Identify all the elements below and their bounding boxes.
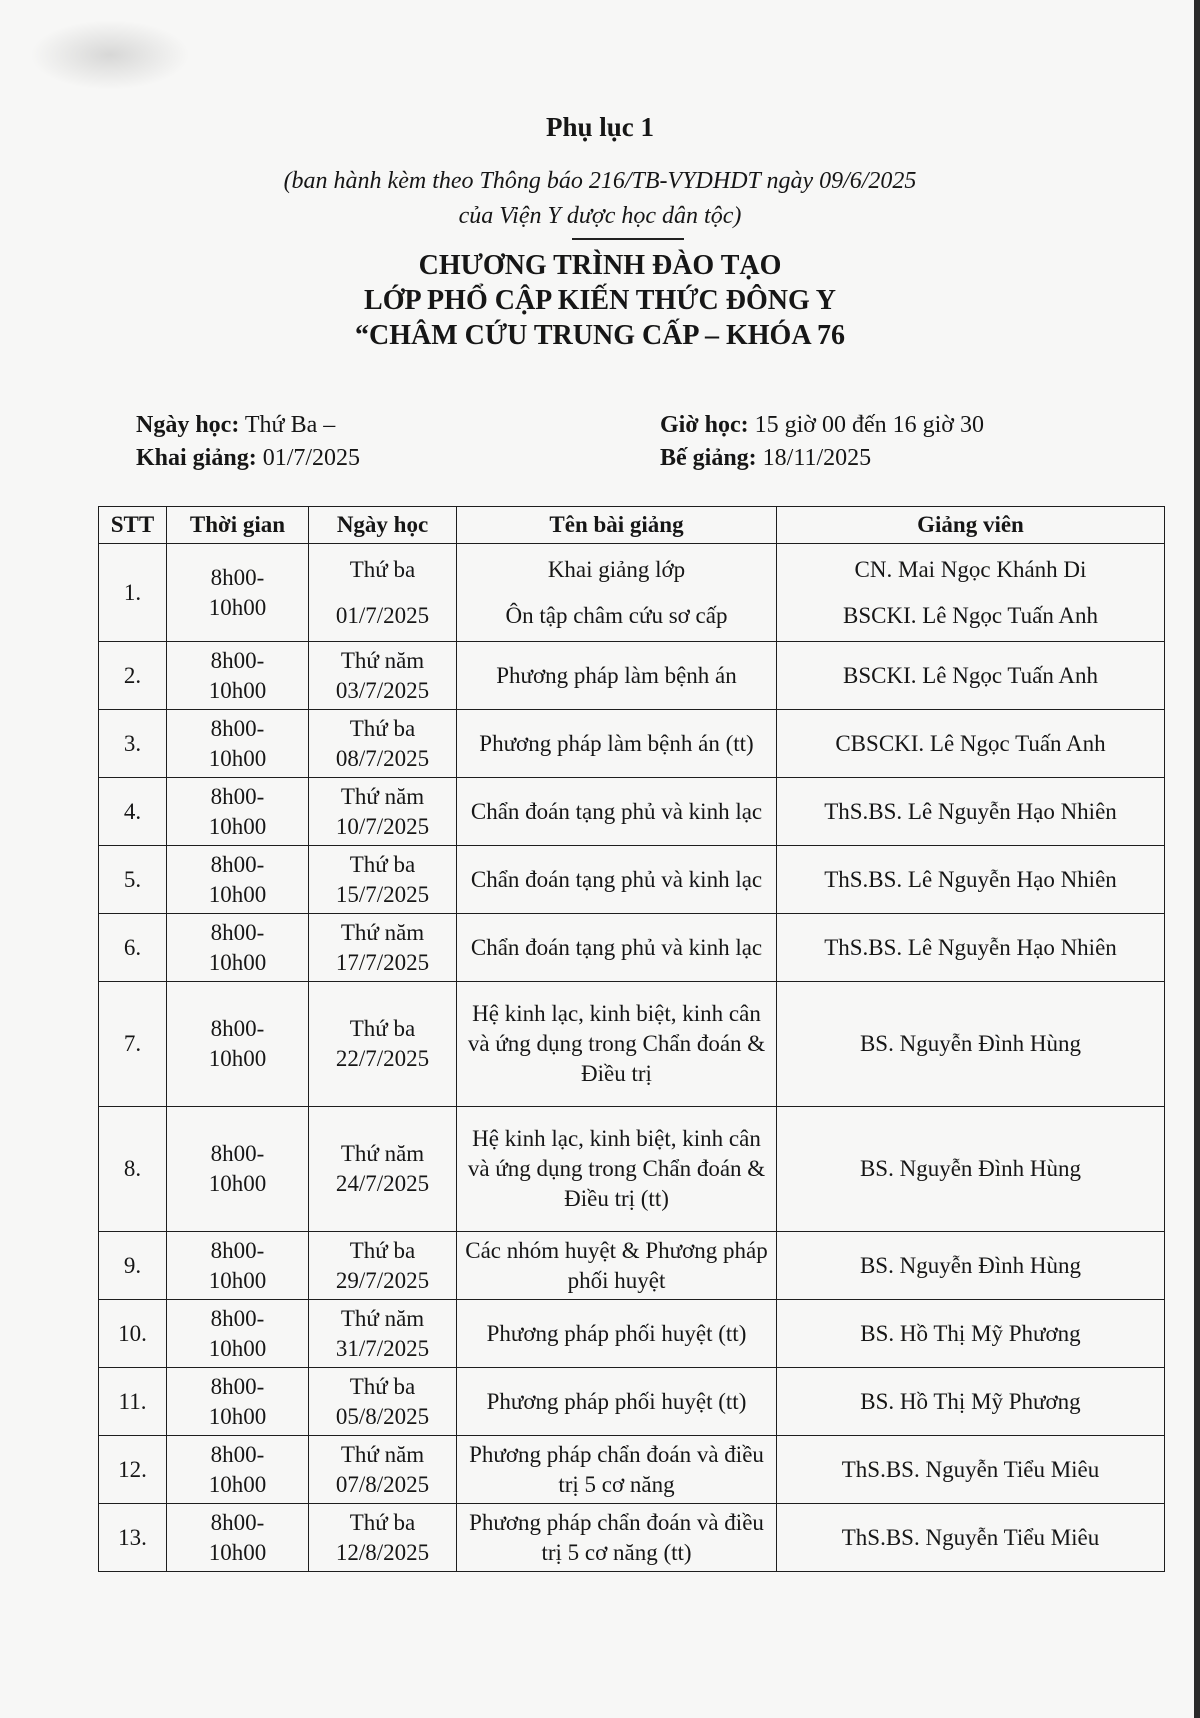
appendix-subtitle-line2: của Viện Y dược học dân tộc) — [458, 203, 742, 229]
day-date: 10/7/2025 — [335, 813, 430, 839]
table-row — [99, 1107, 1165, 1232]
day-date: 24/7/2025 — [335, 1171, 430, 1196]
cell-stt: 4. — [99, 778, 167, 846]
cell-stt: 13. — [99, 1504, 167, 1572]
title-divider — [572, 238, 684, 240]
day-name: Thứ ba — [349, 1237, 416, 1263]
day-name: Thứ năm — [340, 1305, 425, 1331]
cell-lecture: Hệ kinh lạc, kinh biệt, kinh cân và ứng dụng trong Chẩn đoán & Điều trị (tt) — [457, 1107, 777, 1232]
day-date: 31/7/2025 — [335, 1335, 430, 1361]
day-date: 05/8/2025 — [335, 1403, 430, 1429]
table-row — [99, 914, 1165, 982]
day-date: 08/7/2025 — [335, 745, 430, 771]
cell-day — [309, 642, 457, 710]
cell-teacher: CBSCKI. Lê Ngọc Tuấn Anh — [777, 710, 1165, 778]
cell-day — [309, 1436, 457, 1504]
cell-stt: 5. — [99, 846, 167, 914]
cell-lecture — [457, 544, 777, 642]
cell-time — [167, 710, 309, 778]
cell-stt: 3. — [99, 710, 167, 778]
cell-teacher: BS. Nguyễn Đình Hùng — [777, 982, 1165, 1107]
cell-teacher: ThS.BS. Nguyễn Tiểu Miêu — [777, 1504, 1165, 1572]
day-name: Thứ năm — [340, 1441, 425, 1467]
cell-stt: 9. — [99, 1232, 167, 1300]
table-row — [99, 710, 1165, 778]
cell-lecture: Hệ kinh lạc, kinh biệt, kinh cân và ứng dụng trong Chẩn đoán & Điều trị — [457, 982, 777, 1107]
red-stamp-mark — [1166, 455, 1192, 655]
time-start: 8h00- — [210, 919, 265, 945]
cell-stt: 2. — [99, 642, 167, 710]
day-date: 15/7/2025 — [335, 881, 430, 907]
teacher-a: CN. Mai Ngọc Khánh Di — [854, 556, 1087, 582]
cell-day — [309, 778, 457, 846]
cell-time — [167, 846, 309, 914]
time-start: 8h00- — [210, 1441, 265, 1467]
cell-time — [167, 642, 309, 710]
table-row — [99, 544, 1165, 642]
cell-time — [167, 1368, 309, 1436]
time-end: 10h00 — [208, 1471, 267, 1497]
table-row — [99, 1436, 1165, 1504]
appendix-title: Phụ lục 1 — [545, 112, 655, 142]
header-teacher: Giảng viên — [777, 507, 1165, 544]
time-end: 10h00 — [208, 1335, 267, 1361]
cell-lecture: Phương pháp chẩn đoán và điều trị 5 cơ năng — [457, 1436, 777, 1504]
header-time: Thời gian — [167, 507, 309, 544]
time-end: 10h00 — [208, 594, 267, 620]
cell-lecture: Các nhóm huyệt & Phương pháp phối huyệt — [457, 1232, 777, 1300]
time-start: 8h00- — [210, 1305, 265, 1331]
lecture-review: Ôn tập châm cứu sơ cấp — [505, 602, 728, 628]
time-start: 8h00- — [210, 1373, 265, 1399]
closing-date — [660, 445, 871, 472]
cell-time — [167, 1504, 309, 1572]
cell-day — [309, 710, 457, 778]
time-end: 10h00 — [208, 813, 267, 839]
cell-teacher — [777, 544, 1165, 642]
cell-stt: 8. — [99, 1107, 167, 1232]
cell-lecture: Phương pháp làm bệnh án (tt) — [457, 710, 777, 778]
study-day-label: Ngày học: — [136, 412, 240, 438]
header-lecture: Tên bài giảng — [457, 507, 777, 544]
cell-time — [167, 982, 309, 1107]
cell-teacher: BS. Hồ Thị Mỹ Phương — [777, 1300, 1165, 1368]
study-day — [136, 412, 335, 439]
time-start: 8h00- — [210, 1141, 265, 1166]
lecture-opening: Khai giảng lớp — [547, 556, 686, 582]
program-title-line1: CHƯƠNG TRÌNH ĐÀO TẠO — [418, 250, 782, 281]
table-row — [99, 846, 1165, 914]
time-end: 10h00 — [208, 677, 267, 703]
cell-lecture: Phương pháp chẩn đoán và điều trị 5 cơ năng (tt) — [457, 1504, 777, 1572]
cell-day — [309, 1368, 457, 1436]
cell-day — [309, 982, 457, 1107]
time-end: 10h00 — [208, 1267, 267, 1293]
program-title-line2: LỚP PHỔ CẬP KIẾN THỨC ĐÔNG Y — [364, 285, 836, 316]
study-day-value: Thứ Ba – — [239, 412, 336, 438]
day-name: Thứ ba — [349, 851, 416, 877]
day-name: Thứ năm — [340, 919, 425, 945]
cell-teacher: BSCKI. Lê Ngọc Tuấn Anh — [777, 642, 1165, 710]
cell-day — [309, 1300, 457, 1368]
table-row — [99, 778, 1165, 846]
closing-label: Bế giảng: — [660, 445, 757, 471]
cell-stt: 12. — [99, 1436, 167, 1504]
cell-day — [309, 1232, 457, 1300]
table-row — [99, 1504, 1165, 1572]
day-date: 07/8/2025 — [335, 1471, 430, 1497]
cell-teacher: BS. Nguyễn Đình Hùng — [777, 1232, 1165, 1300]
time-start: 8h00- — [210, 851, 265, 877]
day-date: 03/7/2025 — [335, 677, 430, 703]
time-start: 8h00- — [210, 1016, 265, 1041]
cell-time — [167, 914, 309, 982]
day-name: Thứ ba — [349, 556, 416, 582]
cell-day — [309, 914, 457, 982]
time-start: 8h00- — [210, 783, 265, 809]
cell-lecture: Chẩn đoán tạng phủ và kinh lạc — [457, 778, 777, 846]
day-date: 17/7/2025 — [335, 949, 430, 975]
time-end: 10h00 — [208, 949, 267, 975]
day-date: 01/7/2025 — [335, 602, 430, 628]
header-stt: STT — [99, 507, 167, 544]
cell-day — [309, 846, 457, 914]
day-name: Thứ năm — [340, 783, 425, 809]
cell-teacher: BS. Nguyễn Đình Hùng — [777, 1107, 1165, 1232]
cell-teacher: ThS.BS. Nguyễn Tiểu Miêu — [777, 1436, 1165, 1504]
appendix-subtitle-line1: (ban hành kèm theo Thông báo 216/TB-VYDHDT ngày 09/6/2025 — [283, 168, 917, 194]
time-start: 8h00- — [210, 1509, 265, 1535]
study-time-value: 15 giờ 00 đến 16 giờ 30 — [748, 412, 984, 438]
cell-time — [167, 778, 309, 846]
cell-lecture: Chẩn đoán tạng phủ và kinh lạc — [457, 914, 777, 982]
time-end: 10h00 — [208, 745, 267, 771]
cell-stt: 1. — [99, 544, 167, 642]
cell-teacher: ThS.BS. Lê Nguyễn Hạo Nhiên — [777, 778, 1165, 846]
program-title-line3: “CHÂM CỨU TRUNG CẤP – KHÓA 76 — [355, 320, 845, 351]
cell-lecture: Phương pháp làm bệnh án — [457, 642, 777, 710]
opening-value: 01/7/2025 — [256, 445, 361, 471]
cell-stt: 11. — [99, 1368, 167, 1436]
cell-teacher: ThS.BS. Lê Nguyễn Hạo Nhiên — [777, 914, 1165, 982]
day-name: Thứ ba — [349, 1373, 416, 1399]
cell-stt: 10. — [99, 1300, 167, 1368]
cell-time — [167, 544, 309, 642]
day-date: 29/7/2025 — [335, 1267, 430, 1293]
day-name: Thứ năm — [340, 647, 425, 673]
day-name: Thứ ba — [349, 715, 416, 741]
day-name: Thứ ba — [349, 1016, 416, 1041]
time-start: 8h00- — [210, 1237, 265, 1263]
table-row — [99, 1300, 1165, 1368]
scan-smudge — [30, 20, 190, 90]
cell-lecture: Phương pháp phối huyệt (tt) — [457, 1368, 777, 1436]
cell-stt: 6. — [99, 914, 167, 982]
cell-teacher: ThS.BS. Lê Nguyễn Hạo Nhiên — [777, 846, 1165, 914]
cell-lecture: Chẩn đoán tạng phủ và kinh lạc — [457, 846, 777, 914]
cell-time — [167, 1107, 309, 1232]
time-end: 10h00 — [208, 881, 267, 907]
time-end: 10h00 — [208, 1539, 267, 1565]
cell-lecture: Phương pháp phối huyệt (tt) — [457, 1300, 777, 1368]
time-start: 8h00- — [210, 715, 265, 741]
study-time — [660, 412, 984, 439]
study-time-label: Giờ học: — [660, 412, 749, 438]
day-name: Thứ năm — [340, 1141, 425, 1166]
table-row — [99, 1232, 1165, 1300]
cell-time — [167, 1232, 309, 1300]
time-start: 8h00- — [210, 647, 265, 673]
table-header-row — [99, 507, 1165, 544]
time-end: 10h00 — [208, 1171, 267, 1196]
cell-day — [309, 1107, 457, 1232]
time-end: 10h00 — [208, 1403, 267, 1429]
teacher-b: BSCKI. Lê Ngọc Tuấn Anh — [843, 602, 1098, 628]
opening-date — [136, 445, 360, 472]
cell-stt: 7. — [99, 982, 167, 1107]
table-row — [99, 1368, 1165, 1436]
day-name: Thứ ba — [349, 1509, 416, 1535]
day-date: 12/8/2025 — [335, 1539, 430, 1565]
header-day: Ngày học — [309, 507, 457, 544]
cell-time — [167, 1436, 309, 1504]
schedule-table — [98, 506, 1165, 1572]
opening-label: Khai giảng: — [136, 445, 257, 471]
cell-day — [309, 544, 457, 642]
day-date: 22/7/2025 — [335, 1046, 430, 1071]
time-end: 10h00 — [208, 1046, 267, 1071]
cell-teacher: BS. Hồ Thị Mỹ Phương — [777, 1368, 1165, 1436]
table-row — [99, 642, 1165, 710]
cell-time — [167, 1300, 309, 1368]
time-start: 8h00- — [210, 564, 265, 590]
table-row — [99, 982, 1165, 1107]
cell-day — [309, 1504, 457, 1572]
closing-value: 18/11/2025 — [756, 445, 872, 471]
